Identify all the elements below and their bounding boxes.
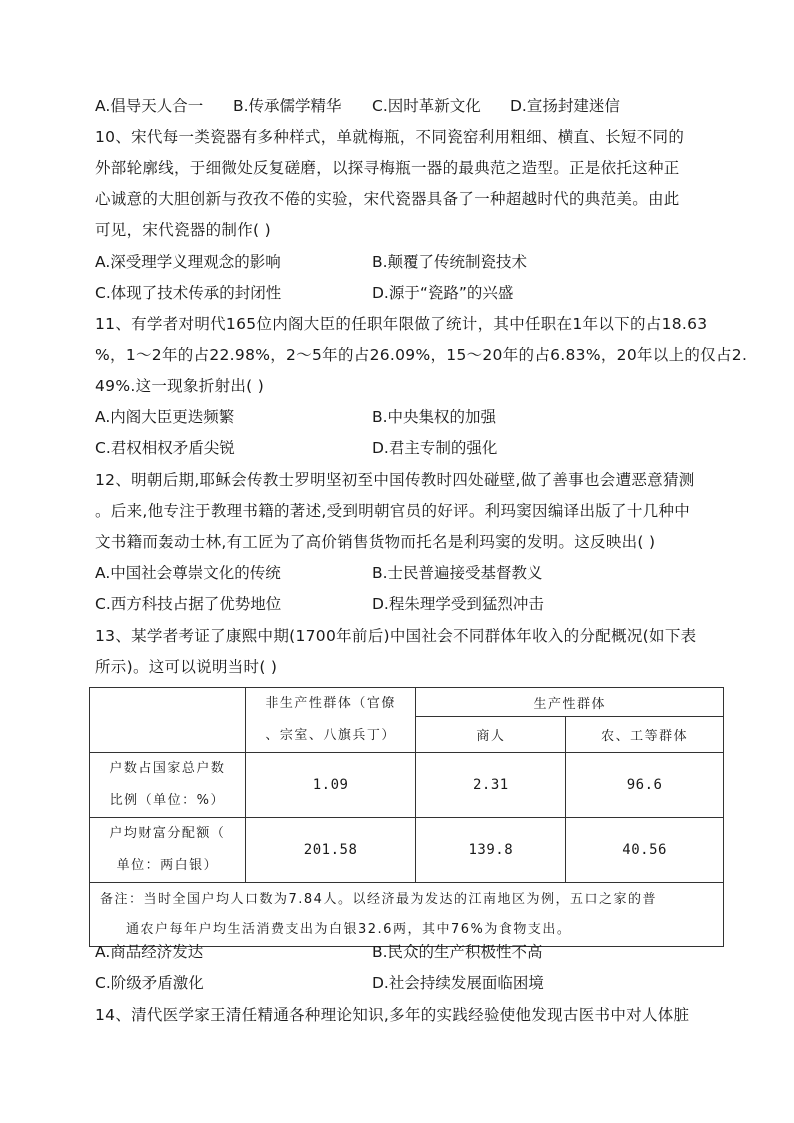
q12-option-a: A.中国社会尊崇文化的传统 xyxy=(95,564,281,582)
q11-stem-line: 11、有学者对明代165位内阁大臣的任职年限做了统计，其中任职在1年以下的占18.63 xyxy=(95,315,708,333)
q10-stem-line: 心诚意的大胆创新与孜孜不倦的实验，宋代瓷器具备了一种超越时代的典范美。由此 xyxy=(95,190,680,208)
header-productive-group: 生产性群体 xyxy=(416,688,724,717)
q12-stem-line: 12、明朝后期,耶稣会传教士罗明坚初至中国传教时四处碰壁,做了善事也会遭恶意猜测 xyxy=(95,471,695,489)
q10-stem-line: 外部轮廓线，于细微处反复磋磨，以探寻梅瓶一器的最典范之造型。正是依托这种正 xyxy=(95,159,680,177)
q9-option-c: C.因时革新文化 xyxy=(372,97,481,115)
table-note xyxy=(90,883,724,947)
header-nonproductive-group xyxy=(245,688,416,753)
q9-option-b: B.传承儒学精华 xyxy=(233,97,342,115)
q11-stem-line: %，1～2年的占22.98%，2～5年的占26.09%，15～20年的占6.83%，20年以上的仅占2. xyxy=(95,346,748,364)
table-header-row xyxy=(90,688,724,717)
q9-option-a: A.倡导天人合一 xyxy=(95,97,204,115)
q13-option-a: A.商品经济发达 xyxy=(95,943,204,961)
q11-option-c: C.君权相权矛盾尖锐 xyxy=(95,439,235,457)
q11-option-d: D.君主专制的强化 xyxy=(372,439,498,457)
row-label-line: 户均财富分配额（ xyxy=(109,826,226,841)
header-nonproductive-line: 非生产性群体（官僚 xyxy=(265,696,396,711)
q10-option-c: C.体现了技术传承的封闭性 xyxy=(95,284,282,302)
header-nonproductive-line: 、宗室、八旗兵丁） xyxy=(265,728,396,743)
q10-option-a: A.深受理学义理观念的影响 xyxy=(95,253,281,271)
cell-farmer-share: 96.6 xyxy=(566,753,724,818)
q11-option-a: A.内阁大臣更迭频繁 xyxy=(95,408,235,426)
q12-option-c: C.西方科技占据了优势地位 xyxy=(95,595,282,613)
q13-stem-line: 所示)。这可以说明当时( ) xyxy=(95,658,278,676)
q12-option-b: B.士民普遍接受基督教义 xyxy=(372,564,543,582)
q10-stem-line: 可见，宋代瓷器的制作( ) xyxy=(95,221,271,239)
q13-stem-line: 13、某学者考证了康熙中期(1700年前后)中国社会不同群体年收入的分配概况(如下表 xyxy=(95,627,697,645)
q13-option-c: C.阶级矛盾激化 xyxy=(95,974,204,992)
cell-farmer-wealth: 40.56 xyxy=(566,818,724,883)
q14-stem-line: 14、清代医学家王清任精通各种理论知识,多年的实践经验使他发现古医书中对人体脏 xyxy=(95,1006,690,1024)
table-corner-cell xyxy=(90,688,246,753)
q13-option-d: D.社会持续发展面临困境 xyxy=(372,974,544,992)
cell-nonproductive-share: 1.09 xyxy=(245,753,416,818)
q13-option-b: B.民众的生产积极性不高 xyxy=(372,943,543,961)
q11-option-b: B.中央集权的加强 xyxy=(372,408,497,426)
header-merchant: 商人 xyxy=(416,717,566,753)
cell-merchant-wealth: 139.8 xyxy=(416,818,566,883)
q10-stem-line: 10、宋代每一类瓷器有多种样式，单就梅瓶，不同瓷窑利用粗细、横直、长短不同的 xyxy=(95,128,685,146)
q12-stem-line: 文书籍而轰动士林,有工匠为了高价销售货物而托名是利玛窦的发明。这反映出( ) xyxy=(95,533,656,551)
q12-option-d: D.程朱理学受到猛烈冲击 xyxy=(372,595,544,613)
q10-option-b: B.颠覆了传统制瓷技术 xyxy=(372,253,528,271)
row-label-line: 单位：两白银） xyxy=(116,858,219,873)
row-label-line: 户数占国家总户数 xyxy=(109,761,226,776)
table-row xyxy=(90,818,724,883)
q10-option-d: D.源于“瓷路”的兴盛 xyxy=(372,284,514,302)
row-label-wealth-per-household xyxy=(90,818,246,883)
row-label-line: 比例（单位：%） xyxy=(109,793,226,808)
q12-stem-line: 。后来,他专注于教理书籍的著述,受到明朝官员的好评。利玛窦因编译出版了十几种中 xyxy=(95,502,691,520)
table-row xyxy=(90,753,724,818)
row-label-household-share xyxy=(90,753,246,818)
cell-nonproductive-wealth: 201.58 xyxy=(245,818,416,883)
q11-stem-line: 49%.这一现象折射出( ) xyxy=(95,377,265,395)
income-distribution-table xyxy=(89,687,724,947)
q9-option-d: D.宣扬封建迷信 xyxy=(510,97,620,115)
cell-merchant-share: 2.31 xyxy=(416,753,566,818)
table-note-line: 备注：当时全国户均人口数为7.84人。以经济最为发达的江南地区为例，五口之家的普 xyxy=(100,891,657,907)
table-note-row xyxy=(90,883,724,947)
table-note-line: 通农户每年户均生活消费支出为白银32.6两，其中76%为食物支出。 xyxy=(126,921,572,937)
header-farmer-worker: 农、工等群体 xyxy=(566,717,724,753)
